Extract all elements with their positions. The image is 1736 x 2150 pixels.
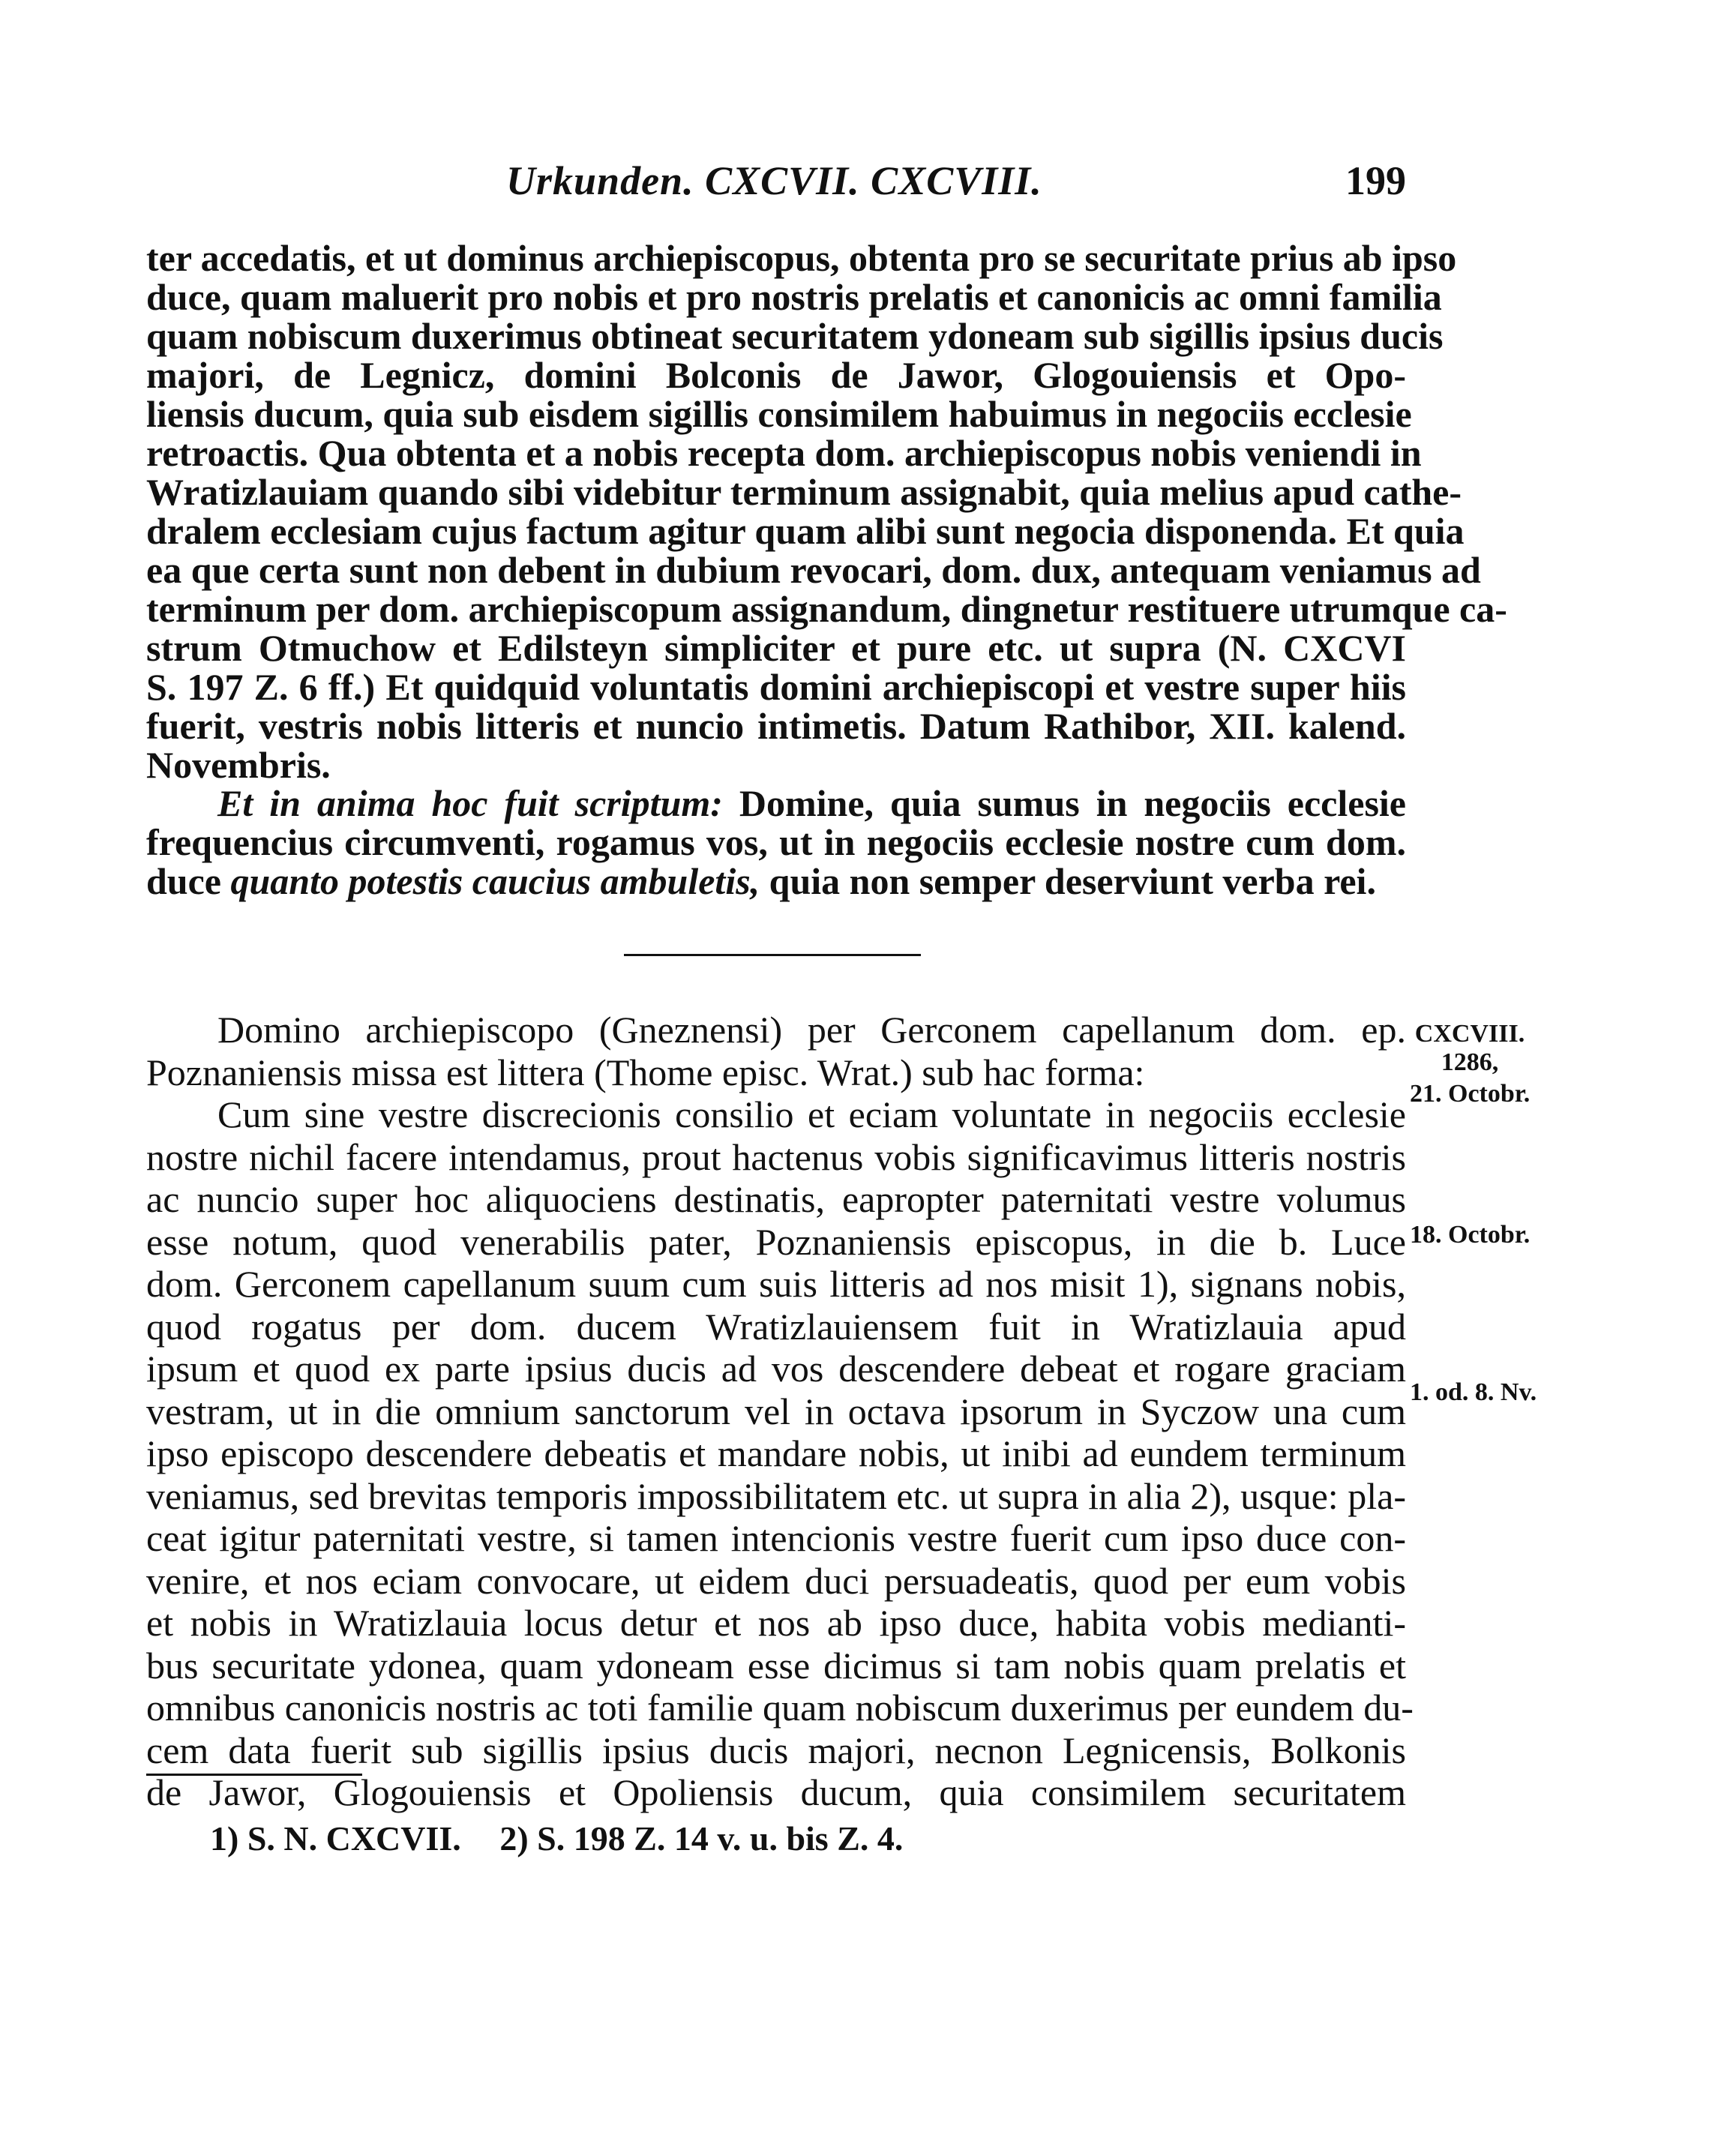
charter-cxcvii-continuation <box>146 237 1507 786</box>
text-line: fuerit, vestris nobis litteris et nuncio intimetis. Datum Rathibor, XII. kalend. <box>146 705 1406 747</box>
margin-doc-number: CXCVIII. <box>1414 1020 1525 1048</box>
footnote-1: 1) S. N. CXCVII. <box>210 1819 461 1858</box>
text-line: strum Otmuchow et Edilsteyn simpliciter et pure etc. ut supra (N. CXCVI <box>146 627 1406 669</box>
text-line: Domino archiepiscopo (Gneznensi) per Gerconem capellanum dom. ep. <box>217 1009 1406 1051</box>
charter-cxcviii <box>146 1009 1414 1814</box>
text-line: Poznaniensis missa est littera (Thome episc. Wrat.) sub hac forma: <box>146 1051 1145 1093</box>
footnotes <box>210 1819 933 1858</box>
text-line: S. 197 Z. 6 ff.) Et quidquid voluntatis domini archiepiscopi et vestre super hiis <box>146 666 1406 708</box>
page-header <box>146 157 1406 210</box>
running-title: Urkunden. CXCVII. CXCVIII. <box>506 158 1042 203</box>
text-line: terminum per dom. archiepiscopum assignandum, dingnetur restituere utrumque ca- <box>146 588 1507 630</box>
postscript-text: Domine, quia sumus in negociis ecclesie <box>739 782 1406 824</box>
text-line: venire, et nos eciam convocare, ut eidem duci persuadeatis, quod per eum vobis <box>146 1559 1406 1602</box>
text-line: majori, de Legnicz, domini Bolconis de Jawor, Glogouiensis et Opo- <box>146 354 1406 396</box>
text-line: liensis ducum, quia sub eisdem sigillis consimilem habuimus in negociis ecclesie <box>146 393 1412 435</box>
text-line: cem data fuerit sub sigillis ipsius ducis majori, necnon Legnicensis, Bolkonis <box>146 1729 1406 1771</box>
margin-date: 21. Octobr. <box>1410 1080 1531 1108</box>
text-line: de Jawor, Glogouiensis et Opoliensis ducum, quia consimilem securitatem <box>146 1771 1406 1813</box>
text-line: bus securitate ydonea, quam ydoneam esse dicimus si tam nobis quam prelatis et <box>146 1644 1406 1687</box>
text-line: dom. Gerconem capellanum suum cum suis litteris ad nos misit 1), signans nobis, <box>146 1263 1406 1305</box>
postscript-intro: Et in anima hoc fuit scriptum: <box>217 782 723 824</box>
text-line: esse notum, quod venerabilis pater, Poznaniensis episcopus, in die b. Luce <box>146 1220 1406 1263</box>
text-line <box>146 862 1406 901</box>
margin-year: 1286, <box>1441 1048 1499 1076</box>
text-line: omnibus canonicis nostris ac toti familie quam nobiscum duxerimus per eundem du- <box>146 1687 1414 1729</box>
text-line: ac nuncio super hoc aliquociens destinatis, eapropter paternitati vestre volumus <box>146 1178 1406 1220</box>
text-line: ipsum et quod ex parte ipsius ducis ad vos descendere debeat et rogare graciam <box>146 1348 1406 1390</box>
footnote-2: 2) S. 198 Z. 14 v. u. bis Z. 4. <box>499 1819 904 1858</box>
margin-date: 18. Octobr. <box>1410 1221 1531 1249</box>
margin-date: 1. od. 8. Nv. <box>1410 1378 1537 1406</box>
text-line: ceat igitur paternitati vestre, si tamen intencionis vestre fuerit cum ipso duce con- <box>146 1517 1406 1559</box>
text-line: ipso episcopo descendere debeatis et mandare nobis, ut inibi ad eundem terminum <box>146 1432 1406 1474</box>
text-line: Cum sine vestre discrecionis consilio et eciam voluntate in negociis ecclesie <box>217 1093 1406 1135</box>
postscript-text: duce <box>146 860 221 902</box>
text-line: quam nobiscum duxerimus obtineat securitatem ydoneam sub sigillis ipsius ducis <box>146 315 1444 357</box>
postscript-text: quia non semper deserviunt verba rei. <box>769 860 1376 902</box>
text-line: nostre nichil facere intendamus, prout hactenus vobis significavimus litteris nostris <box>146 1135 1406 1178</box>
text-line: ter accedatis, et ut dominus archiepiscopus, obtenta pro se securitate prius ab ipso <box>146 237 1457 279</box>
footnote-rule <box>146 1774 362 1776</box>
text-line: ea que certa sunt non debent in dubium revocari, dom. dux, antequam veniamus ad <box>146 549 1481 591</box>
page-number: 199 <box>1345 158 1406 203</box>
postscript-italic-phrase: quanto potestis caucius ambuletis, <box>230 860 760 902</box>
text-line: quod rogatus per dom. ducem Wratizlauiensem fuit in Wratizlauia apud <box>146 1305 1406 1348</box>
section-divider <box>624 954 921 956</box>
text-line: dralem ecclesiam cujus factum agitur quam alibi sunt negocia disponenda. Et quia <box>146 510 1465 552</box>
text-line: retroactis. Qua obtenta et a nobis recepta dom. archiepiscopus nobis veniendi in <box>146 432 1422 474</box>
text-line: Wratizlauiam quando sibi videbitur terminum assignabit, quia melius apud cathe- <box>146 471 1462 513</box>
text-line: vestram, ut in die omnium sanctorum vel in octava ipsorum in Syczow una cum <box>146 1390 1406 1432</box>
text-line: et nobis in Wratizlauia locus detur et nos ab ipso duce, habita vobis medianti- <box>146 1602 1406 1644</box>
text-line: frequencius circumventi, rogamus vos, ut in negociis ecclesie nostre cum dom. <box>146 821 1406 863</box>
text-line <box>146 784 1406 823</box>
text-line: Novembris. <box>146 744 331 786</box>
text-line: duce, quam maluerit pro nobis et pro nostris prelatis et canonicis ac omni familia <box>146 276 1442 318</box>
text-line: veniamus, sed brevitas temporis impossibilitatem etc. ut supra in alia 2), usque: pla- <box>146 1474 1406 1517</box>
postscript-paragraph <box>146 784 1406 901</box>
